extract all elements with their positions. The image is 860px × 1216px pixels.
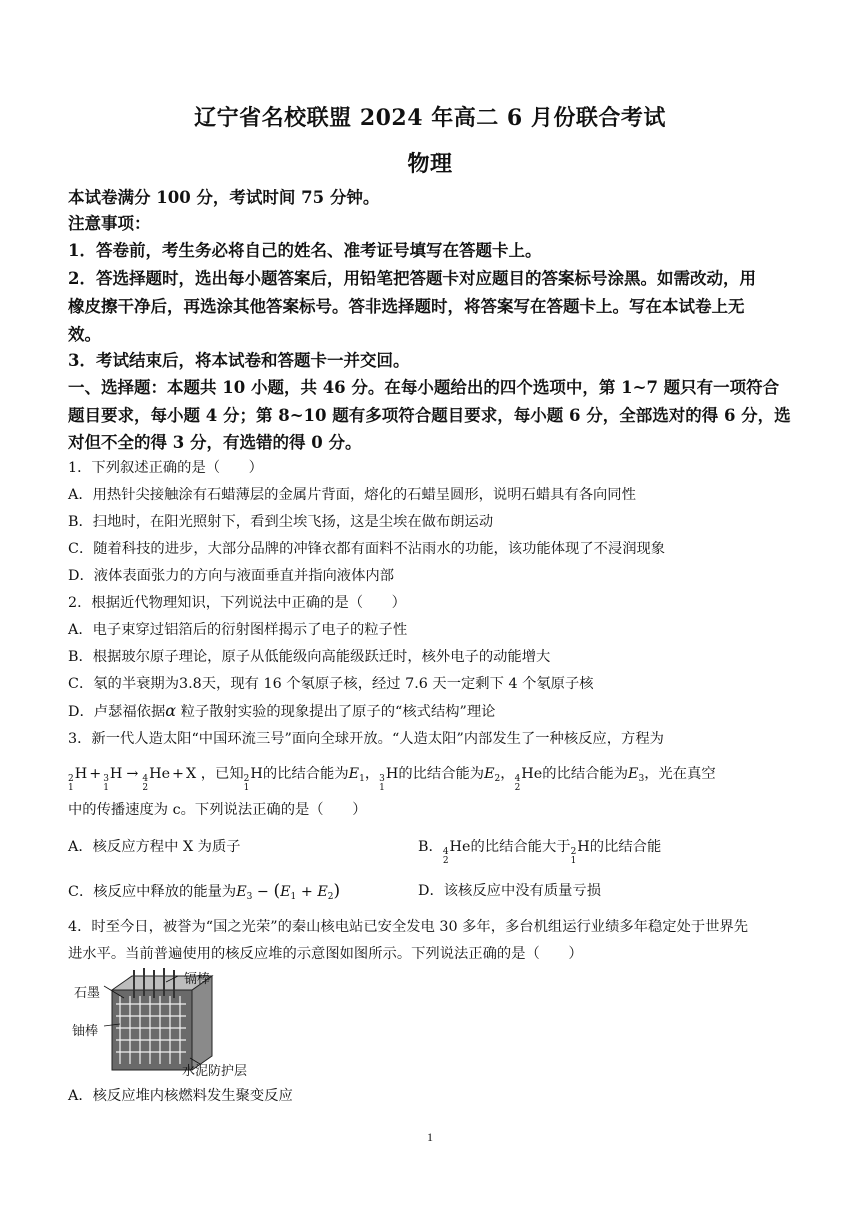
q4-line-1: 4．时至今日，被誉为“国之光荣”的秦山核电站已安全发电 30 多年，多台机组运行业绩多年稳定处于世界先 [68, 919, 749, 935]
score-time: 本试卷满分 100 分，考试时间 75 分钟。 [68, 188, 380, 207]
q2-option-b: B．根据玻尔原子理论，原子从低能级向高能级跃迁时，核外电子的动能增大 [68, 649, 551, 665]
q3-option-d: D．该核反应中没有质量亏损 [418, 883, 602, 899]
label-concrete-shield: 水泥防护层 [182, 1064, 248, 1079]
q3-c-pre: C．核反应中释放的能量为 [68, 884, 237, 900]
eq-text-7: ，光在真空 [644, 766, 716, 782]
label-graphite: 石墨 [74, 986, 101, 1001]
notice-heading: 注意事项： [68, 214, 151, 233]
eq-text-4: 的比结合能为 [398, 766, 485, 782]
q3-stem: 3．新一代人造太阳“中国环流三号”面向全球开放。“人造太阳”内部发生了一种核反应，方程为 [68, 731, 664, 747]
eq-text-3: ， [364, 766, 380, 782]
q1-stem: 1．下列叙述正确的是（ ） [68, 460, 263, 476]
q4-option-a: A．核反应堆内核燃料发生聚变反应 [68, 1088, 293, 1104]
section-heading-line-2: 题目要求，每小题 4 分；第 8~10 题有多项符合题目要求，每小题 6 分，全部选对的得 6 分，选 [68, 406, 791, 425]
q3-b-mid: 的比结合能大于 [470, 839, 571, 855]
eq-text-5: ， [500, 766, 515, 782]
q1-option-d: D．液体表面张力的方向与液面垂直并指向液体内部 [68, 568, 394, 584]
q3-option-b: B． 4 2 He的比结合能大于 2 1 H的比结合能 [418, 839, 662, 866]
notice-item-2b: 橡皮擦干净后，再选涂其他答案标号。答非选择题时，将答案写在答题卡上。写在本试卷上无 [68, 297, 745, 316]
q3-line-3: 中的传播速度为 c。下列说法正确的是（ ） [68, 802, 367, 818]
q3-b-post: 的比结合能 [589, 839, 662, 855]
q1-option-c: C．随着科技的进步，大部分品牌的冲锋衣都有面料不沾雨水的功能，该功能体现了不浸润现象 [68, 541, 666, 557]
q4-line-2: 进水平。当前普遍使用的核反应堆的示意图如图所示。下列说法正确的是（ ） [68, 946, 583, 962]
eq-text-2: 的比结合能为 [262, 766, 349, 782]
q1-option-a: A．用热针尖接触涂有石蜡薄层的金属片背面，熔化的石蜡呈圆形，说明石蜡具有各向同性 [68, 487, 636, 503]
q2-option-c: C．氡的半衰期为3.8天，现有 16 个氡原子核，经过 7.6 天一定剩下 4 个氡原子核 [68, 676, 594, 692]
q3-b-pre: B． [418, 839, 443, 855]
alpha-symbol: α [165, 701, 177, 720]
subject-title: 物理 [407, 151, 453, 177]
q2-d-post: 粒子散射实验的现象提出了原子的“核式结构”理论 [176, 704, 496, 720]
page-number: 1 [427, 1130, 433, 1144]
eq-text-1: ，已知 [200, 766, 244, 782]
q3-option-c: C．核反应中释放的能量为$E_3 - (E_1 + E_2)$ [68, 881, 341, 902]
q2-d-pre: D．卢瑟福依据 [68, 704, 166, 720]
q3-option-a: A．核反应方程中 X 为质子 [68, 839, 241, 855]
q1-option-b: B．扫地时，在阳光照射下，看到尘埃飞扬，这是尘埃在做布朗运动 [68, 514, 494, 530]
notice-item-2a: 2．答选择题时，选出每小题答案后，用铅笔把答题卡对应题目的答案标号涂黑。如需改动，用 [68, 269, 756, 288]
notice-item-2c: 效。 [68, 325, 101, 344]
q2-stem: 2．根据近代物理知识，下列说法中正确的是（ ） [68, 595, 406, 611]
notice-item-1: 1．答卷前，考生务必将自己的姓名、准考证号填写在答题卡上。 [68, 241, 542, 260]
reactor-diagram [72, 968, 262, 1078]
notice-item-3: 3．考试结束后，将本试卷和答题卡一并交回。 [68, 351, 410, 370]
label-cadmium-rod: 镉棒 [184, 972, 211, 987]
q2-option-d [68, 701, 794, 722]
nuclear-equation: 2 1 H + 3 1 H → 4 2 He + X [68, 766, 201, 793]
q3-equation-line: 2 1 H + 3 1 H → 4 2 He + X ，已知 2 1 H的比结合能为$E_1$， 3 1 H的比结合能为$E_2$， 4 2 He的比结合能为$E_3$，光在真空 [68, 766, 716, 793]
eq-text-6: 的比结合能为 [542, 766, 629, 782]
label-uranium-rod: 铀棒 [72, 1024, 99, 1039]
exam-title: 辽宁省名校联盟 2024 年高二 6 月份联合考试 [194, 105, 666, 131]
q2-option-a: A．电子束穿过铝箔后的衍射图样揭示了电子的粒子性 [68, 622, 408, 638]
section-heading-line-3: 对但不全的得 3 分，有选错的得 0 分。 [68, 433, 362, 452]
section-heading-line-1: 一、选择题：本题共 10 小题，共 46 分。在每小题给出的四个选项中，第 1~7 题只有一项符合 [68, 378, 780, 397]
